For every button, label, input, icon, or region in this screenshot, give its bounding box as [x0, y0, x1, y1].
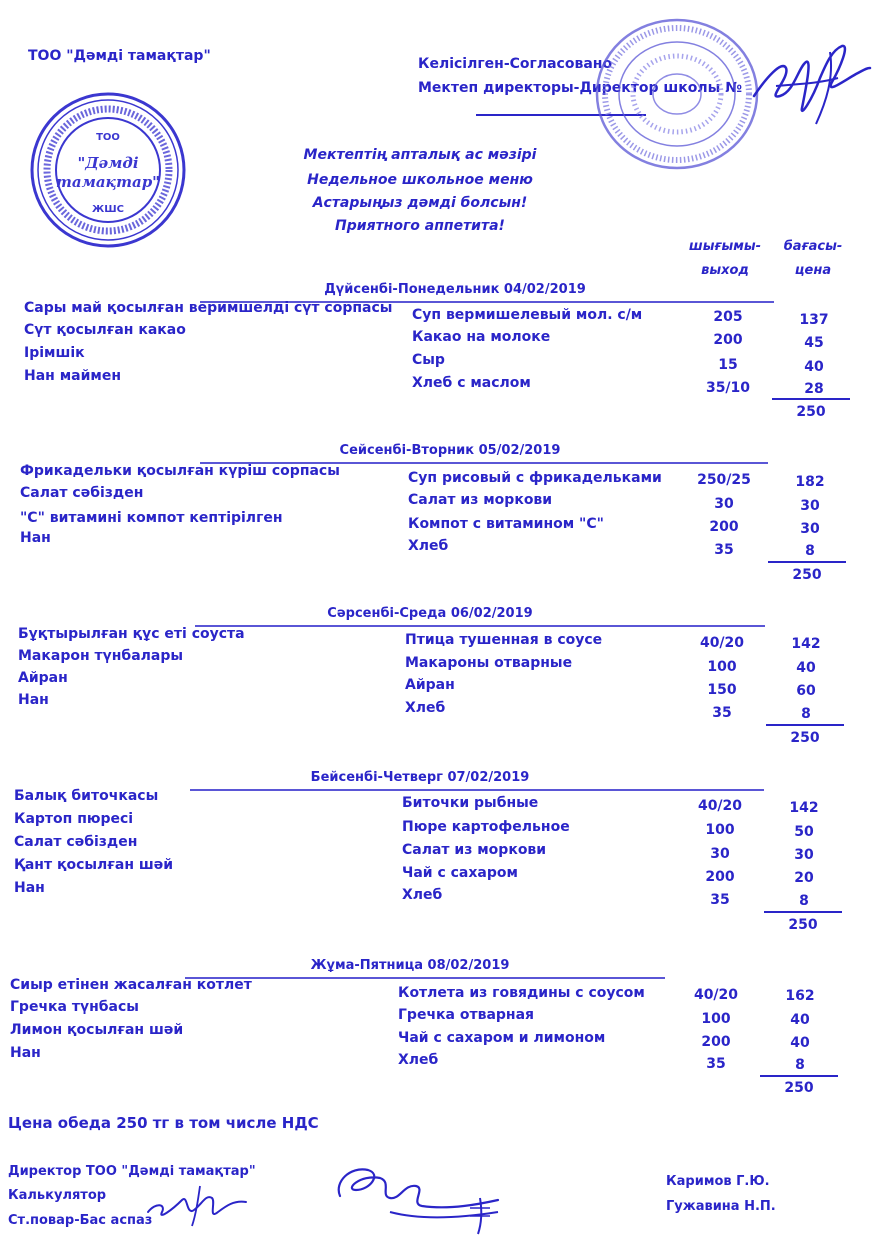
dish-ru: Салат из моркови	[408, 492, 553, 508]
dish-kk: Салат сәбізден	[14, 834, 138, 850]
bottom-signature	[330, 1160, 510, 1240]
total-rule	[768, 561, 846, 563]
dish-price: 40	[790, 1012, 810, 1028]
dish-price: 8	[799, 893, 809, 909]
dish-output: 35	[710, 892, 730, 908]
dish-kk: Нан маймен	[24, 368, 122, 384]
dish-price: 50	[794, 824, 814, 840]
dish-price: 40	[804, 359, 824, 375]
dish-ru: Айран	[405, 677, 455, 693]
dish-price: 20	[794, 870, 814, 886]
dish-kk: Гречка түнбасы	[10, 999, 139, 1015]
total-rule	[772, 398, 850, 400]
dish-ru: Суп вермишелевый мол. с/м	[412, 307, 643, 323]
dish-price: 40	[796, 660, 816, 676]
intro-line-2: Недельное школьное меню	[307, 172, 533, 188]
day-title: Бейсенбі-Четверг 07/02/2019	[310, 770, 530, 785]
dish-kk: "С" витамині компот кептірілген	[20, 510, 283, 526]
dish-output: 100	[701, 1011, 731, 1027]
dish-price: 182	[795, 474, 825, 490]
dish-kk: Сары май қосылған веримшелді сүт сорпасы	[24, 300, 393, 316]
day-total: 250	[784, 1080, 814, 1096]
dish-ru: Котлета из говядины с соусом	[398, 985, 645, 1001]
total-rule	[766, 724, 844, 726]
dish-ru: Чай с сахаром	[402, 865, 518, 881]
approval-line-2: Мектеп директоры-Директор школы №	[418, 80, 742, 96]
dish-price: 142	[789, 800, 819, 816]
dish-output: 30	[714, 496, 734, 512]
day-title: Жұма-Пятница 08/02/2019	[310, 958, 510, 973]
dish-kk: Бұқтырылған құс еті соуста	[18, 626, 245, 642]
intro-line-1: Мектептің апталық ас мәзірі	[303, 147, 537, 163]
total-rule	[764, 911, 842, 913]
dish-ru: Какао на молоке	[412, 329, 551, 345]
dish-price: 142	[791, 636, 821, 652]
dish-kk: Ірімшік	[24, 345, 85, 361]
dish-ru: Биточки рыбные	[402, 795, 539, 811]
lunch-price-note: Цена обеда 250 тг в том числе НДС	[8, 1114, 319, 1132]
signer-2: Гужавина Н.П.	[666, 1199, 776, 1214]
calculator-signature	[142, 1180, 252, 1230]
dish-ru: Птица тушенная в соусе	[405, 632, 603, 648]
dish-output: 200	[713, 332, 743, 348]
dish-price: 8	[801, 706, 811, 722]
company-name: ТОО "Дәмді тамақтар"	[28, 48, 211, 64]
day-total: 250	[788, 917, 818, 933]
dish-ru: Хлеб с маслом	[412, 375, 531, 391]
dish-kk: Лимон қосылған шәй	[10, 1022, 184, 1038]
dish-price: 8	[805, 543, 815, 559]
dish-price: 30	[794, 847, 814, 863]
dish-kk: Салат сәбізден	[20, 485, 144, 501]
intro-line-4: Приятного аппетита!	[335, 218, 505, 234]
day-total: 250	[796, 404, 826, 420]
dish-price: 30	[800, 521, 820, 537]
school-stamp	[592, 14, 762, 174]
approval-line-1: Келісілген-Согласовано	[418, 56, 613, 72]
signer-1: Каримов Г.Ю.	[666, 1174, 770, 1189]
price-header-ru: цена	[794, 263, 832, 278]
director-signature	[746, 38, 876, 128]
output-header-ru: выход	[701, 263, 749, 278]
dish-ru: Суп рисовый с фрикадельками	[408, 470, 662, 486]
dish-price: 40	[790, 1035, 810, 1051]
day-total: 250	[792, 567, 822, 583]
dish-kk: Сүт қосылған какао	[24, 322, 186, 338]
dish-kk: Айран	[18, 670, 68, 686]
dish-ru: Хлеб	[398, 1052, 439, 1068]
stamp-top-text: ТОО	[96, 132, 120, 143]
dish-kk: Балық биточкасы	[14, 788, 159, 804]
day-title: Сейсенбі-Вторник 05/02/2019	[339, 443, 561, 458]
dish-price: 30	[800, 498, 820, 514]
dish-kk: Нан	[20, 530, 51, 546]
dish-output: 200	[701, 1034, 731, 1050]
day-rule	[195, 625, 765, 627]
stamp-name-line-1: "Дәмді	[77, 154, 139, 172]
dish-ru: Пюре картофельное	[402, 819, 570, 835]
day-rule	[190, 789, 764, 791]
dish-output: 30	[710, 846, 730, 862]
footer-director: Директор ТОО "Дәмді тамақтар"	[8, 1164, 256, 1179]
dish-output: 40/20	[693, 987, 739, 1003]
dish-output: 35	[714, 542, 734, 558]
dish-price: 45	[804, 335, 824, 351]
dish-output: 200	[705, 869, 735, 885]
price-header-kk: бағасы-	[783, 239, 843, 254]
dish-output: 100	[707, 659, 737, 675]
dish-output: 100	[705, 822, 735, 838]
dish-ru: Салат из моркови	[402, 842, 547, 858]
dish-ru: Хлеб	[405, 700, 446, 716]
dish-output: 250/25	[697, 472, 751, 488]
dish-kk: Сиыр етінен жасалған котлет	[10, 977, 252, 993]
dish-price: 28	[804, 381, 824, 397]
footer-chef: Ст.повар-Бас аспаз	[8, 1213, 153, 1228]
intro-line-3: Астарыңыз дәмді болсын!	[312, 195, 528, 211]
dish-kk: Картоп пюресі	[14, 811, 134, 827]
dish-price: 8	[795, 1057, 805, 1073]
dish-ru: Хлеб	[402, 887, 443, 903]
dish-output: 200	[709, 519, 739, 535]
dish-ru: Сыр	[412, 352, 445, 368]
dish-output: 35/10	[705, 380, 751, 396]
dish-ru: Чай с сахаром и лимоном	[398, 1030, 606, 1046]
total-rule	[760, 1075, 838, 1077]
dish-kk: Фрикадельки қосылған күріш сорпасы	[20, 463, 340, 479]
day-title: Дүйсенбі-Понедельник 04/02/2019	[324, 282, 586, 297]
dish-price: 60	[796, 683, 816, 699]
dish-kk: Нан	[10, 1045, 41, 1061]
dish-output: 205	[713, 309, 743, 325]
dish-ru: Хлеб	[408, 538, 449, 554]
day-rule	[185, 977, 665, 979]
dish-output: 150	[707, 682, 737, 698]
dish-ru: Гречка отварная	[398, 1007, 535, 1023]
dish-kk: Нан	[14, 880, 45, 896]
day-title: Сәрсенбі-Среда 06/02/2019	[327, 606, 533, 621]
dish-price: 162	[785, 988, 815, 1004]
day-total: 250	[790, 730, 820, 746]
stamp-name-line-2: тамақтар"	[55, 173, 161, 191]
dish-output: 40/20	[697, 798, 743, 814]
dish-ru: Компот с витамином "С"	[408, 516, 604, 532]
dish-output: 35	[706, 1056, 726, 1072]
stamp-bottom-text: ЖШС	[92, 204, 124, 215]
output-header-kk: шығымы-	[688, 239, 762, 254]
company-stamp	[28, 90, 188, 250]
dish-kk: Қант қосылған шәй	[14, 857, 174, 873]
dish-output: 15	[718, 357, 738, 373]
dish-kk: Нан	[18, 692, 49, 708]
dish-price: 137	[799, 312, 829, 328]
footer-calculator: Калькулятор	[8, 1188, 107, 1203]
dish-ru: Макароны отварные	[405, 655, 573, 671]
dish-output: 35	[712, 705, 732, 721]
dish-kk: Макарон түнбалары	[18, 648, 184, 664]
dish-output: 40/20	[699, 635, 745, 651]
